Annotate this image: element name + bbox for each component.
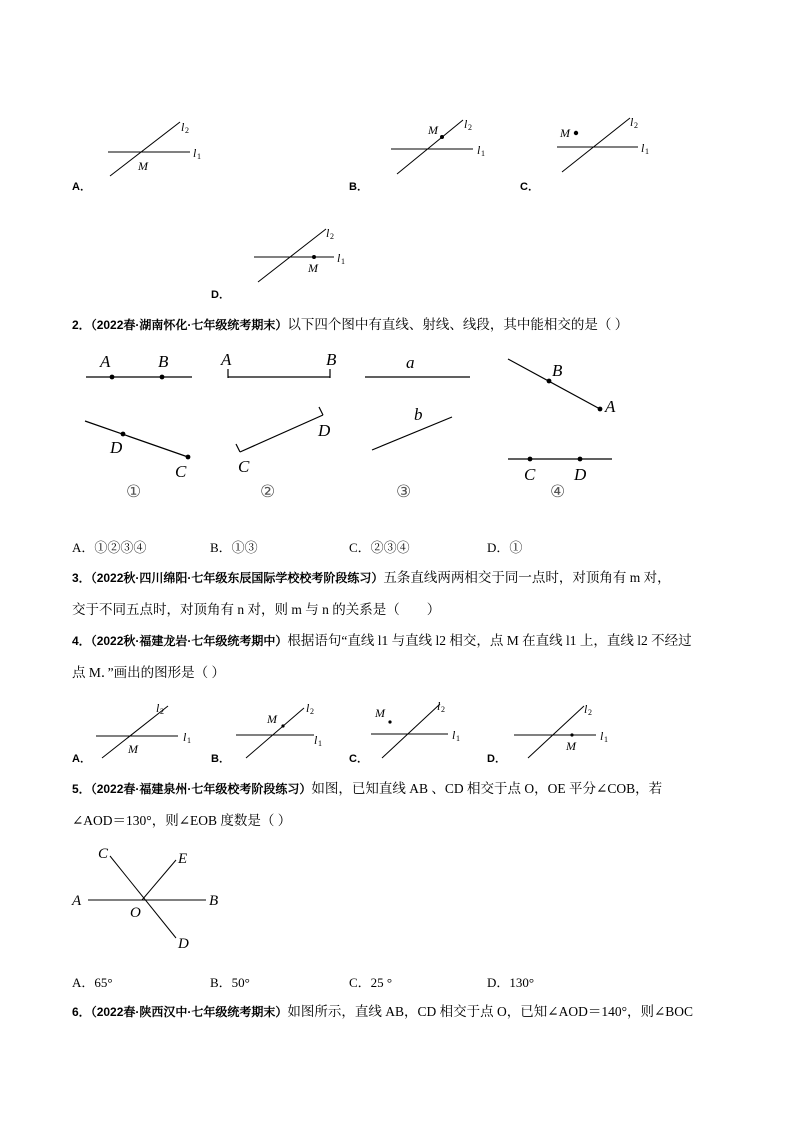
svg-text:a: a (406, 353, 415, 372)
q4-figure-d (508, 698, 618, 760)
svg-text:b: b (414, 405, 423, 424)
svg-text:E: E (178, 851, 188, 867)
q4-option-c[interactable]: C． (349, 753, 368, 765)
q2-options (72, 537, 732, 557)
q3-text-line2: 交于不同五点时，对顶角有 n 对，则 m 与 n 的关系是（ ） (72, 602, 441, 617)
svg-text:1: 1 (604, 735, 608, 744)
svg-text:①: ① (126, 482, 142, 501)
svg-text:④: ④ (550, 482, 566, 501)
q2-option-a[interactable]: A．①②③④ (72, 540, 147, 555)
svg-text:D: D (574, 465, 587, 484)
q5-option-b[interactable]: B．50° (210, 975, 250, 990)
svg-text:2: 2 (160, 707, 164, 716)
svg-text:1: 1 (481, 149, 485, 158)
svg-text:l: l (641, 141, 645, 155)
svg-text:2: 2 (185, 126, 189, 135)
q4-figure-a (92, 698, 202, 760)
svg-text:l: l (306, 701, 310, 715)
q4-option-a[interactable]: A． (72, 753, 91, 765)
q2-text: 以下四个图中有直线、射线、线段，其中能相交的是（ ） (287, 317, 629, 332)
svg-text:D: D (318, 421, 331, 440)
svg-text:B: B (209, 893, 219, 909)
svg-text:M: M (128, 742, 138, 756)
question-4 (72, 625, 732, 688)
svg-text:M: M (428, 123, 438, 137)
q1-figure-b (385, 112, 495, 182)
q2-option-b[interactable]: B．①③ (210, 540, 258, 555)
svg-text:2: 2 (468, 123, 472, 132)
q1-option-a[interactable]: A． (72, 181, 91, 193)
q5-option-d[interactable]: D．130° (487, 975, 535, 990)
svg-text:M: M (375, 706, 385, 720)
q5-options (72, 972, 732, 992)
q1-option-c[interactable]: C． (520, 181, 539, 193)
svg-text:l: l (193, 146, 197, 160)
q3-text-line1: 五条直线两两相交于同一点时，对顶角有 m 对， (383, 570, 671, 585)
svg-text:1: 1 (187, 736, 191, 745)
svg-text:③: ③ (396, 482, 412, 501)
q1-figure-c (552, 112, 662, 182)
q5-text-line1: 如图，已知直线 AB 、CD 相交于点 O，OE 平分∠COB，若 (311, 781, 663, 796)
svg-text:l: l (437, 699, 441, 713)
q4-source: （2022秋·福建龙岩·七年级统考期中） (90, 634, 288, 648)
svg-text:l: l (181, 120, 185, 134)
q1-figure-d (248, 222, 358, 292)
svg-text:1: 1 (645, 147, 649, 156)
svg-text:1: 1 (318, 739, 322, 748)
q1-option-b[interactable]: B． (349, 181, 368, 193)
q4-option-b[interactable]: B． (211, 753, 230, 765)
q2-figure (78, 345, 638, 510)
svg-text:l: l (452, 728, 456, 742)
svg-text:C: C (175, 462, 187, 481)
svg-text:D: D (178, 936, 189, 952)
svg-text:l: l (600, 729, 604, 743)
q4-figure-b (232, 698, 342, 760)
q4-text-line2: 点 M．”画出的图形是（ ） (72, 665, 225, 680)
question-5 (72, 773, 732, 836)
q5-text-line2: ∠AOD＝130°，则∠EOB 度数是（ ） (72, 813, 292, 828)
svg-text:D: D (110, 438, 123, 457)
svg-text:②: ② (260, 482, 276, 501)
svg-text:l: l (326, 226, 330, 240)
question-2 (72, 309, 732, 341)
q6-source: （2022春·陕西汉中·七年级统考期末） (90, 1005, 288, 1019)
svg-text:l: l (337, 251, 341, 265)
q1-figure-a (100, 112, 210, 182)
q3-source: （2022秋·四川绵阳·七年级东辰国际学校校考阶段练习） (90, 571, 384, 585)
svg-text:A: A (72, 893, 82, 909)
q2-number: 2． (72, 318, 91, 332)
q6-text: 如图所示，直线 AB，CD 相交于点 O，已知∠AOD＝140°，则∠BOC (287, 1004, 694, 1019)
q5-source: （2022春·福建泉州·七年级校考阶段练习） (90, 782, 312, 796)
q1-option-d[interactable]: D． (211, 289, 230, 301)
svg-text:O: O (130, 905, 141, 921)
svg-text:A: A (100, 352, 111, 371)
svg-text:A: A (605, 397, 616, 416)
q3-number: 3． (72, 571, 91, 585)
svg-text:l: l (584, 702, 588, 716)
q5-option-c[interactable]: C．25 ° (349, 975, 393, 990)
q5-option-a[interactable]: A．65° (72, 975, 113, 990)
svg-text:B: B (326, 350, 337, 369)
svg-text:C: C (238, 457, 250, 476)
svg-text:C: C (98, 846, 109, 862)
svg-text:l: l (156, 701, 160, 715)
q4-number: 4． (72, 634, 91, 648)
q6-number: 6． (72, 1005, 91, 1019)
svg-text:M: M (560, 126, 570, 140)
question-6 (72, 996, 732, 1028)
q4-option-d[interactable]: D． (487, 753, 506, 765)
svg-text:M: M (566, 739, 576, 753)
svg-text:M: M (267, 712, 277, 726)
svg-text:1: 1 (341, 257, 345, 266)
svg-text:l: l (183, 730, 187, 744)
svg-text:l: l (630, 115, 634, 129)
svg-text:M: M (308, 261, 318, 275)
q4-text-line1: 根据语句“直线 l1 与直线 l2 相交，点 M 在直线 l1 上，直线 l2 不经过 (287, 633, 692, 648)
q2-option-c[interactable]: C．②③④ (349, 540, 410, 555)
svg-text:C: C (524, 465, 536, 484)
svg-text:2: 2 (310, 707, 314, 716)
q5-figure (68, 842, 238, 957)
svg-text:B: B (158, 352, 169, 371)
svg-text:2: 2 (441, 705, 445, 714)
q2-option-d[interactable]: D．① (487, 540, 523, 555)
svg-text:M: M (138, 159, 148, 173)
q4-figure-c (368, 698, 478, 760)
svg-text:l: l (464, 117, 468, 131)
svg-text:B: B (552, 361, 563, 380)
svg-text:l: l (477, 143, 481, 157)
svg-text:1: 1 (197, 152, 201, 161)
q5-number: 5． (72, 782, 91, 796)
svg-text:1: 1 (456, 734, 460, 743)
question-3 (72, 562, 732, 625)
svg-text:2: 2 (330, 232, 334, 241)
svg-text:l: l (314, 733, 318, 747)
q2-source: （2022春·湖南怀化·七年级统考期末） (90, 318, 288, 332)
svg-text:2: 2 (588, 708, 592, 717)
svg-text:A: A (221, 350, 232, 369)
svg-text:2: 2 (634, 121, 638, 130)
